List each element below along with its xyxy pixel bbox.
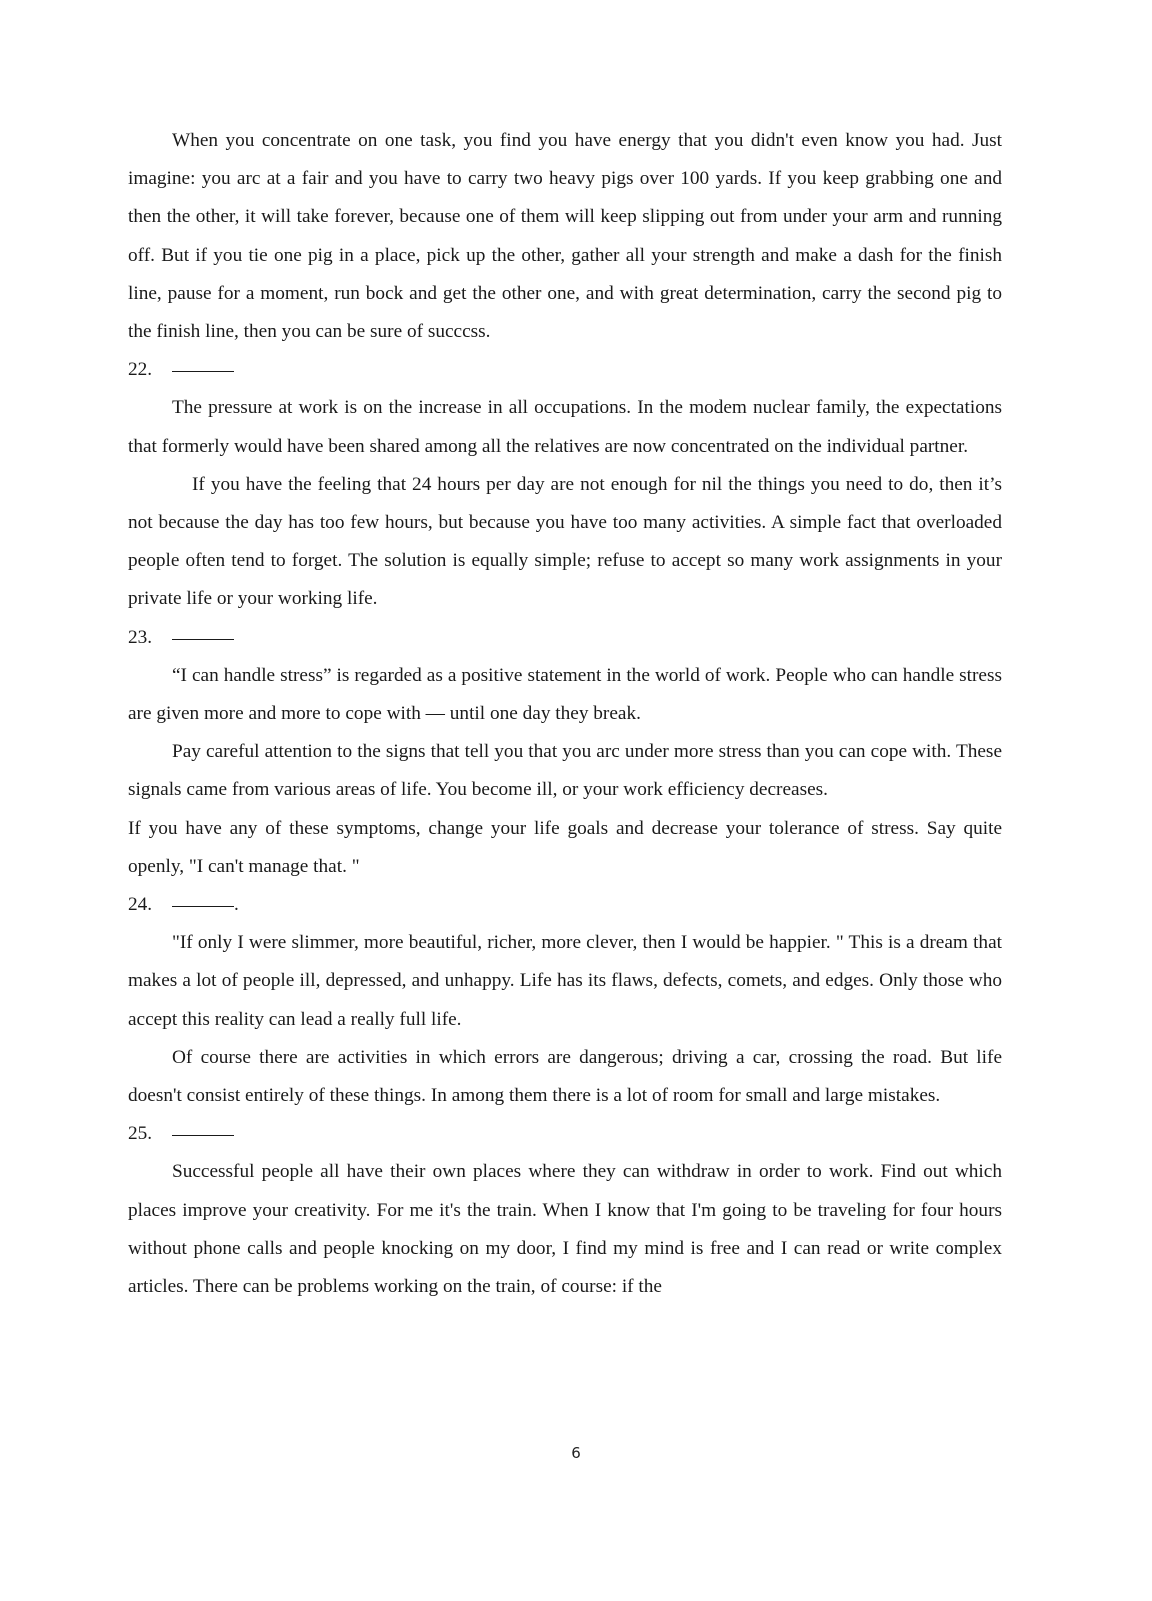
paragraph-9: Successful people all have their own places where they can withdraw in order to work. Find out which places improve your creativity. For me it's the train. When I know that I'm going to be traveling for four hours without phone calls and people knocking on my door, I find my mind is free and I can read or write complex articles. There can be problems working on the train, of course: if the <box>128 1161 1002 1298</box>
question-25 <box>128 1115 1002 1153</box>
paragraph-5: Pay careful attention to the signs that tell you that you arc under more stress than you can cope with. These signals came from various areas of life. You become ill, or your work efficiency decreases. <box>128 741 1002 801</box>
question-22 <box>128 351 1002 389</box>
paragraph-7: "If only I were slimmer, more beautiful, richer, more clever, then I would be happier. " This is a dream that makes a lot of people ill, depressed, and unhappy. Life has its flaws, defects, comets, and edges. Only those who accept this reality can lead a really full life. <box>128 932 1002 1030</box>
question-23 <box>128 619 1002 657</box>
paragraph-6: If you have any of these symptoms, change your life goals and decrease your tolerance of stress. Say quite openly, "I can't manage that. " <box>128 817 1002 877</box>
page-number: 6 <box>571 1444 581 1462</box>
blank-suffix: . <box>234 894 239 916</box>
question-number: 24. <box>128 894 153 916</box>
question-number: 23. <box>128 626 153 648</box>
question-number: 22. <box>128 359 153 381</box>
paragraph-2: The pressure at work is on the increase in all occupations. In the modem nuclear family, the expectations that formerly would have been shared among all the relatives are now concentrated on the individual partner. <box>128 397 1002 457</box>
answer-blank[interactable] <box>172 370 234 372</box>
question-24 <box>128 886 1002 924</box>
paragraph-8: Of course there are activities in which errors are dangerous; driving a car, crossing the road. But life doesn't consist entirely of these things. In among them there is a lot of room for small and large mistakes. <box>128 1046 1002 1107</box>
paragraph-1: When you concentrate on one task, you find you have energy that you didn't even know you had. Just imagine: you arc at a fair and you have to carry two heavy pigs over 100 yards. If you keep grabbing one and then the other, it will take forever, because one of them will keep slipping out from under your arm and running off. But if you tie one pig in a place, pick up the other, gather all your strength and make a dash for the finish line, pause for a moment, run bock and get the other one, and with great determination, carry the second pig to the finish line, then you can be sure of succcss. <box>128 130 1002 343</box>
reading-passage <box>128 122 1002 1306</box>
question-number: 25. <box>128 1123 153 1145</box>
answer-blank[interactable] <box>172 905 234 907</box>
answer-blank[interactable] <box>172 638 234 640</box>
paragraph-3: If you have the feeling that 24 hours per day are not enough for nil the things you need to do, then it’s not because the day has too few hours, but because you have too many activities. A simple fact that overloaded people often tend to forget. The solution is equally simple; refuse to accept so many work assignments in your private life or your working life. <box>128 473 1002 610</box>
answer-blank[interactable] <box>172 1134 234 1136</box>
paragraph-4: “I can handle stress” is regarded as a positive statement in the world of work. People who can handle stress are given more and more to cope with — until one day they break. <box>128 664 1002 725</box>
